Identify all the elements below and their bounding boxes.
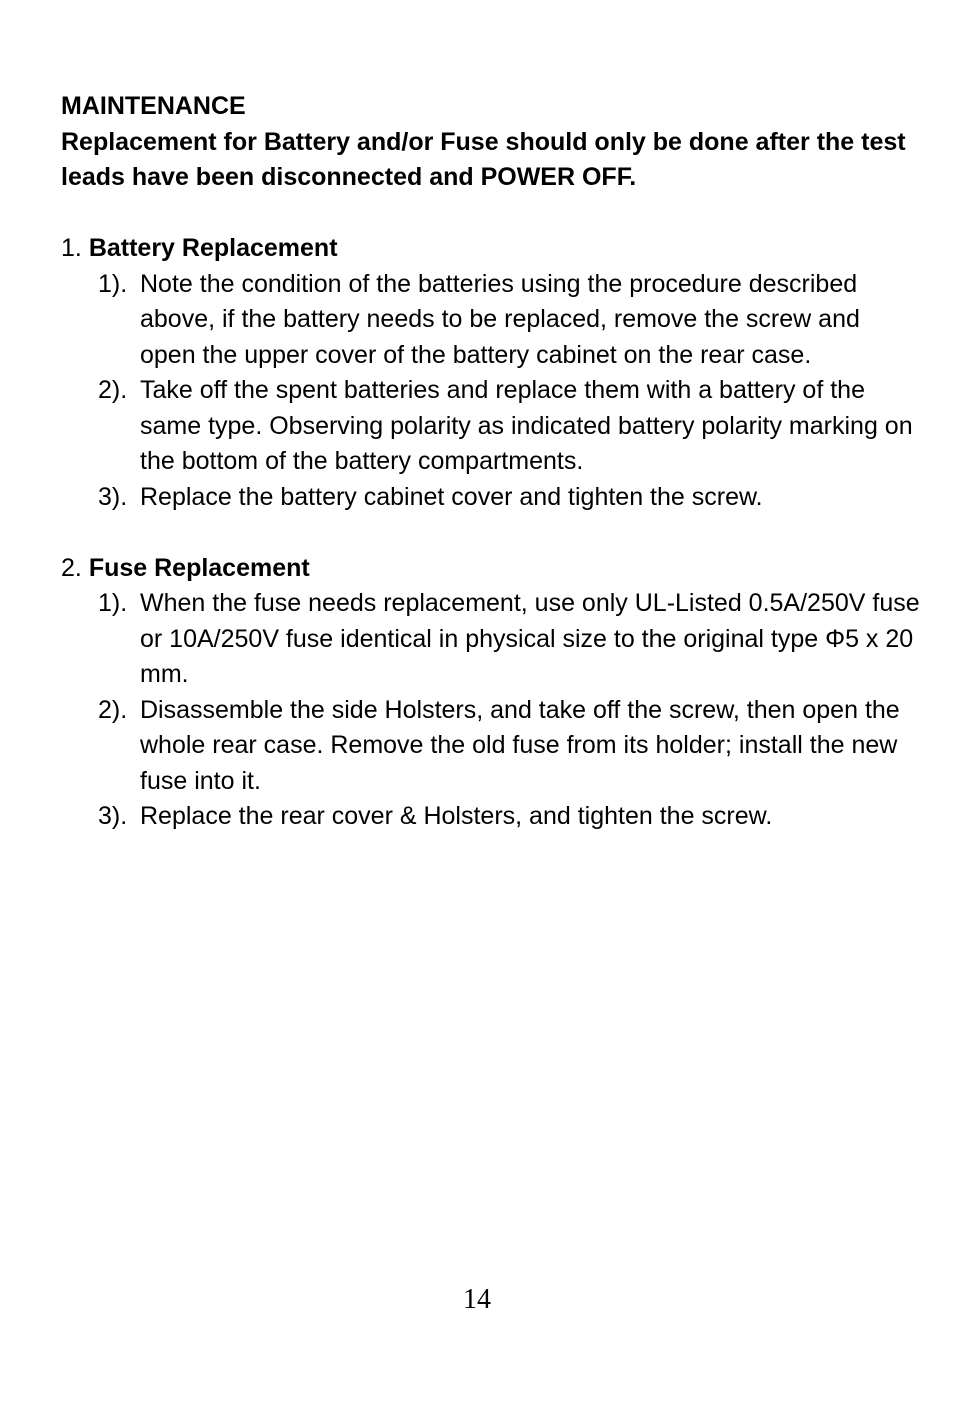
step-list xyxy=(61,267,921,516)
page-number: 14 xyxy=(463,1284,491,1315)
section-battery-replacement xyxy=(61,231,921,515)
step-item xyxy=(61,586,921,693)
step-number: 3). xyxy=(98,802,128,830)
section-title-text: Fuse Replacement xyxy=(88,553,310,582)
step-text: Note the condition of the batteries using the procedure described above, if the battery needs to be replaced, remove the screw and open the upper cover of the battery cabinet on the rear case. xyxy=(140,269,860,369)
step-number: 1). xyxy=(98,589,128,617)
step-text: Disassemble the side Holsters, and take off the screw, then open the whole rear case. Remove the old fuse from its holder; install the new fuse into it. xyxy=(140,695,900,795)
page-heading: MAINTENANCE xyxy=(61,92,246,120)
section-number: 1. xyxy=(61,234,82,262)
section-title xyxy=(61,551,921,587)
step-text: When the fuse needs replacement, use only UL-Listed 0.5A/250V fuse or 10A/250V fuse identical in physical size to the original type Φ5 x 20 mm. xyxy=(140,589,920,688)
step-text: Replace the battery cabinet cover and tighten the screw. xyxy=(140,482,763,511)
step-text: Take off the spent batteries and replace them with a battery of the same type. Observing polarity as indicated battery polarity marking on the bottom of the battery compartments. xyxy=(140,376,913,475)
step-number: 1). xyxy=(98,269,128,298)
step-number: 2). xyxy=(98,695,128,724)
step-number: 3). xyxy=(98,482,128,511)
section-fuse-replacement xyxy=(61,551,921,835)
step-list xyxy=(61,586,921,835)
step-item xyxy=(61,799,921,835)
step-number: 2). xyxy=(98,376,128,404)
section-number: 2. xyxy=(61,553,82,582)
step-item xyxy=(61,480,921,516)
step-text: Replace the rear cover & Holsters, and tighten the screw. xyxy=(140,802,773,830)
manual-page xyxy=(61,89,921,835)
step-item xyxy=(61,693,921,800)
section-title xyxy=(61,231,921,267)
step-item xyxy=(61,373,921,480)
section-title-text: Battery Replacement xyxy=(88,234,338,262)
step-item xyxy=(61,267,921,374)
safety-intro: Replacement for Battery and/or Fuse should only be done after the test leads have been disconnected and POWER OFF. xyxy=(61,127,906,191)
